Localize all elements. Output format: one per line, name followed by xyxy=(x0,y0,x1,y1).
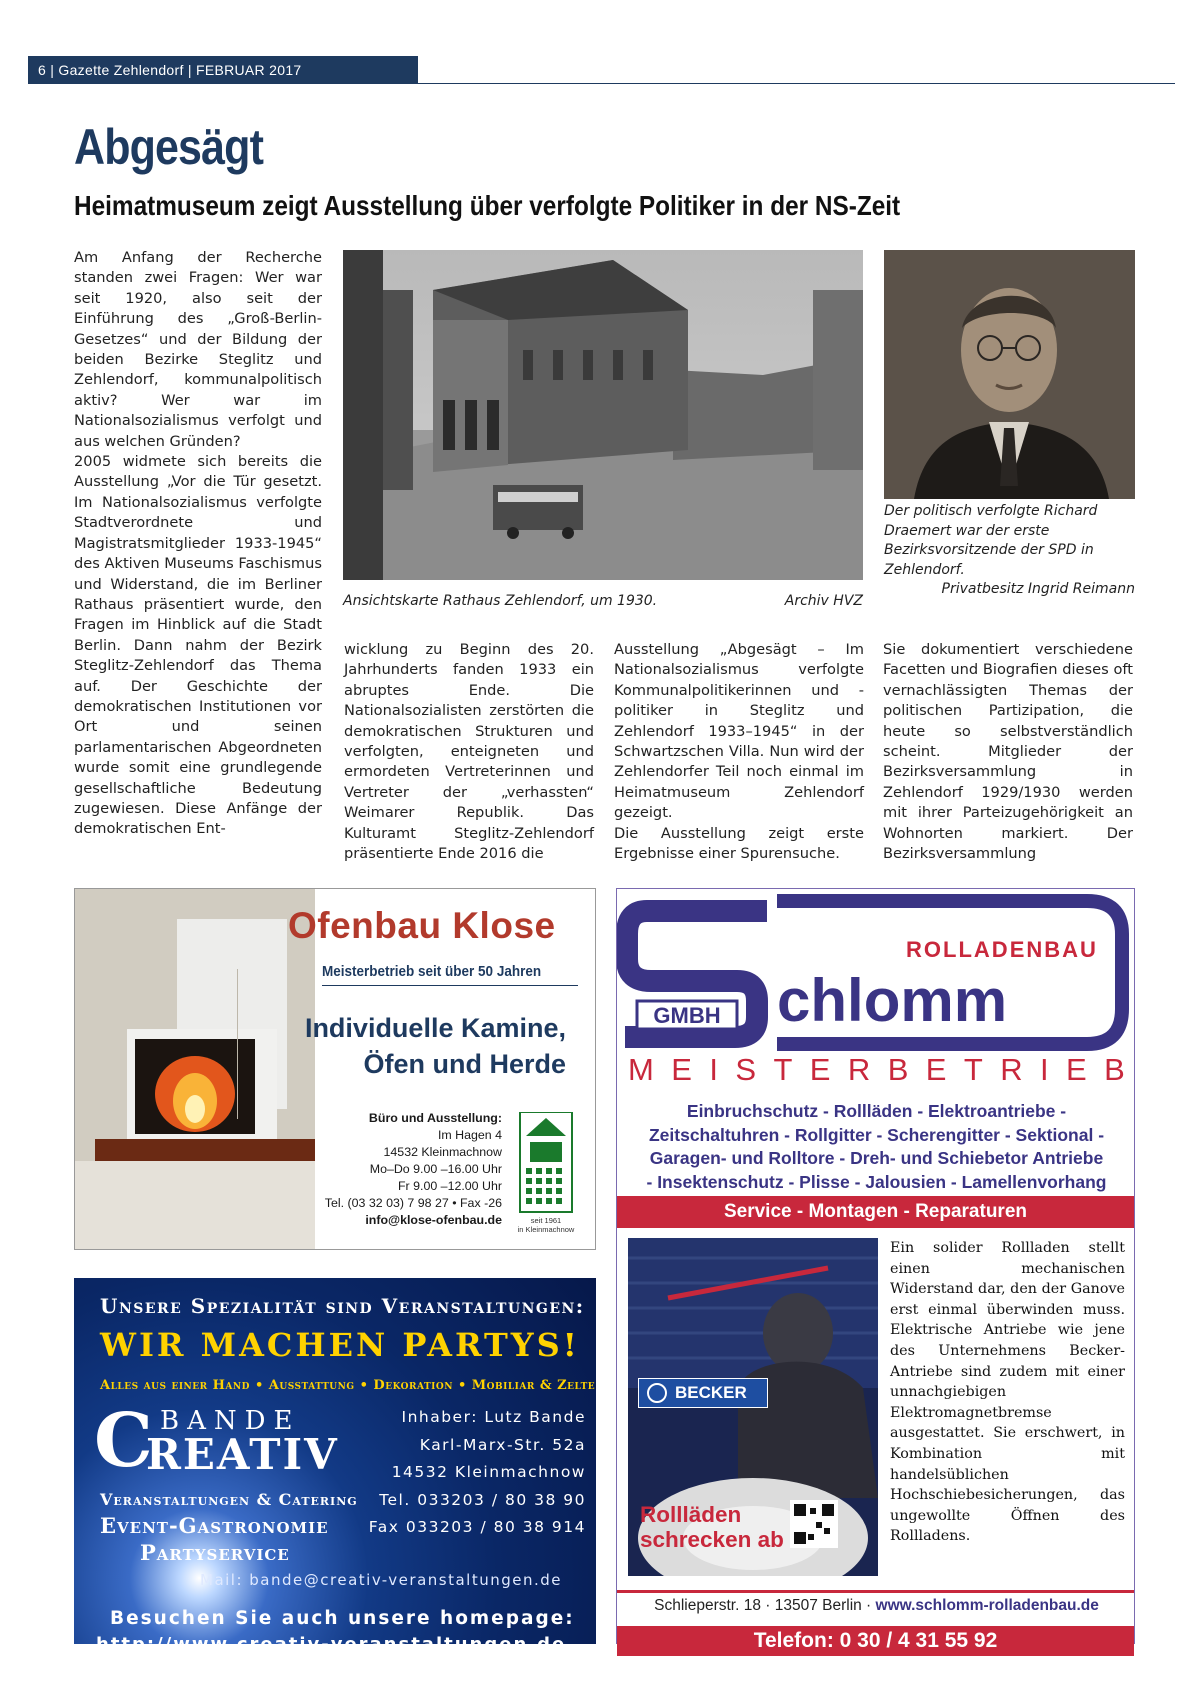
service-bar: Service - Montagen - Reparaturen xyxy=(617,1196,1134,1228)
creativ-logo-bande: BANDE xyxy=(160,1406,301,1436)
caption-text: Der politisch verfolgte Richard Draemert war der erste Bezirksvorsitzende der SPD in Zehlendorf. xyxy=(884,503,1098,578)
meisterbetrieb-letter: E xyxy=(1066,1052,1087,1087)
article-headline: Abgesägt xyxy=(74,119,264,175)
meisterbetrieb xyxy=(628,1052,1125,1088)
creativ-logo-name: REATIV xyxy=(146,1430,339,1479)
meisterbetrieb-letter: T xyxy=(963,1052,983,1087)
paragraph: Am Anfang der Recherche standen zwei Fragen: Wer war seit 1920, also seit der Einführung des „Groß-Berlin-Gesetzes“ und der Bildung der beiden Bezirke Steglitz und Zehlendorf, kommunalpolitisch aktiv? Wer war im Nationalsozialismus verfolgt und aus welchen Gründen? xyxy=(74,249,322,450)
badge-text: in Kleinmachnow xyxy=(517,1225,575,1234)
meisterbetrieb-letter: E xyxy=(671,1052,692,1087)
slogan-line: schrecken ab xyxy=(640,1527,784,1552)
schlomm-divider xyxy=(617,1590,1134,1593)
kleinmachnow-badge xyxy=(514,1112,578,1240)
rathaus-caption xyxy=(343,592,863,612)
badge-text: seit 1961 xyxy=(530,1216,562,1225)
article-column-4: Sie dokumentiert verschiedene Facetten und Biografien dieses oft vernachlässigten Themas der politischen Partizipation, die heute so selbstverständlich scheint. Mitglieder der Bezirksversammlung in Zehlendorf 1929/1930 werden mit ihrer Parteizugehörigkeit an Wohnorten markiert. Der Bezirksversammlung xyxy=(883,641,1133,863)
office-label: Büro und Ausstellung: xyxy=(368,1111,502,1125)
service-line: Zeitschaltuhren - Rollgitter - Scherengitter - Sektional - xyxy=(648,1124,1105,1145)
creativ-tagline: Alles aus einer Hand • Ausstattung • Dekoration • Mobiliar & Zelte xyxy=(100,1378,596,1393)
schlomm-description: Ein solider Rollladen stellt einen mechanischen Widerstand dar, den der Ganove erst einmal überwinden muss. Elektrische Antriebe wie jene des Unternehmens Becker-Antriebe sind zudem mit einer unnachgiebigen Elektromagnetbremse ausgestattet. Sie erschwert, in Kombination mit handelsüblichen Hochschiebesicherungen, das ungewollte Öffnen des Rollladens. xyxy=(890,1240,1125,1545)
creativ-url: http://www.creativ-veranstaltungen.de xyxy=(96,1634,567,1655)
service-line: Garagen- und Rolltore - Dreh- und Schiebetor Antriebe xyxy=(649,1148,1104,1168)
meisterbetrieb-letter: E xyxy=(809,1052,831,1087)
paragraph: 2005 widmete sich bereits die Ausstellung „Vor die Tür gesetzt. Im Nationalsozialismus verfolgte Stadtverordnete und Magistratsmitglieder 1933-1945“ des Aktiven Museums Faschismus und Widerstand, die im Berliner Rathaus präsentiert wurde, den Fragen im Hinblick auf die Stadt Berlin. Dann nahm der Bezirk Steglitz-Zehlendorf das Thema auf. Der Geschichte der demokratischen Institutionen vor Ort und seinen parlamentarischen Abgeordneten wurde somit eine grundlegende gesellschaftliche Bedeutung zugewiesen. Diese Anfänge der demokratischen Ent- xyxy=(74,453,322,838)
schlomm-phone: Telefon: 0 30 / 4 31 55 92 xyxy=(617,1626,1134,1656)
fax: Fax 033203 / 80 38 914 xyxy=(368,1518,586,1536)
owner: Inhaber: Lutz Bande xyxy=(401,1408,586,1426)
becker-icon xyxy=(647,1383,667,1403)
meisterbetrieb-letter: T xyxy=(773,1052,793,1087)
paragraph: Ausstellung „Abgesägt – Im Nationalsozialismus verfolgte Kommunalpolitikerinnen und -politiker in Steglitz und Zehlendorf 1933–1945“ in der Schwartzschen Villa. Nun wird der Zehlendorfer Teil noch einmal im Heimatmuseum Zehlendorf gezeigt. xyxy=(614,641,864,822)
service-line: - Insektenschutz - Plisse - Jalousien - Lamellenvorhang xyxy=(646,1171,1107,1192)
service-line: Einbruchschutz - Rollläden - Elektroantriebe - xyxy=(686,1101,1067,1121)
creativ-mail: Mail: bande@creativ-veranstaltungen.de xyxy=(200,1571,562,1589)
creativ-contact xyxy=(369,1404,586,1542)
creativ-services: Event-Gastronomie xyxy=(100,1513,329,1538)
article-subheadline: Heimatmuseum zeigt Ausstellung über verfolgte Politiker in der NS-Zeit xyxy=(74,190,901,221)
creativ-logo-c: C xyxy=(94,1398,153,1484)
meisterbetrieb-letter: R xyxy=(847,1052,871,1087)
meisterbetrieb-letter: M xyxy=(628,1052,654,1087)
rolllaeden-slogan xyxy=(640,1502,784,1552)
phone: Tel. 033203 / 80 38 90 xyxy=(379,1490,586,1509)
website-link[interactable]: www.schlomm-rolladenbau.de xyxy=(875,1597,1099,1614)
city: 14532 Kleinmachnow xyxy=(391,1463,586,1481)
portrait-caption xyxy=(884,502,1135,600)
photo-credit: Privatbesitz Ingrid Reimann xyxy=(941,581,1135,597)
becker-label: BECKER xyxy=(675,1383,747,1402)
creativ-topline: Unsere Spezialität sind Veranstaltungen: xyxy=(100,1294,585,1318)
meisterbetrieb-letter: S xyxy=(735,1052,757,1087)
meisterbetrieb-letter: B xyxy=(887,1052,909,1087)
paragraph: Die Ausstellung zeigt erste Ergebnisse einer Spurensuche. xyxy=(614,824,864,863)
draemert-portrait xyxy=(884,250,1135,499)
schlomm-name: chlomm xyxy=(777,967,1008,1034)
rolladenbau-label: ROLLADENBAU xyxy=(906,937,1098,962)
ofenbau-title: Ofenbau Klose xyxy=(288,905,556,946)
meisterbetrieb-letter: I xyxy=(709,1052,718,1087)
meisterbetrieb-letter: E xyxy=(925,1052,947,1087)
article-column-1 xyxy=(74,248,322,840)
slogan-line: Individuelle Kamine, xyxy=(304,1013,566,1043)
city: 14532 Kleinmachnow xyxy=(383,1145,502,1159)
schlomm-logo xyxy=(617,889,1135,1059)
phone: Tel. (03 32 03) 7 98 27 • Fax -26 xyxy=(324,1196,502,1210)
ofenbau-contact xyxy=(325,1110,502,1229)
gmbh-label: GMBH xyxy=(653,1003,721,1028)
meisterbetrieb-letter: I xyxy=(1040,1052,1049,1087)
creativ-visit: Besuchen Sie auch unsere homepage: xyxy=(110,1608,575,1629)
header-rule xyxy=(418,83,1175,84)
email: info@klose-ofenbau.de xyxy=(365,1213,502,1227)
meisterbetrieb-letter: R xyxy=(1000,1052,1023,1087)
photo-credit: Archiv HVZ xyxy=(784,593,863,609)
street: Im Hagen 4 xyxy=(437,1128,502,1142)
rathaus-photo xyxy=(343,250,863,580)
ofenbau-slogan xyxy=(305,1010,566,1082)
address-text: Schlieperstr. 18 · 13507 Berlin · xyxy=(654,1597,876,1614)
page-header: 6 | Gazette Zehlendorf | FEBRUAR 2017 xyxy=(28,56,418,84)
becker-logo xyxy=(638,1378,768,1408)
slogan-line: Öfen und Herde xyxy=(363,1049,566,1079)
slogan-line: Rollläden xyxy=(640,1502,742,1527)
hours: Mo–Do 9.00 –16.00 Uhr xyxy=(369,1162,502,1176)
article-column-3 xyxy=(614,640,864,864)
caption-text: Ansichtskarte Rathaus Zehlendorf, um 1930. xyxy=(343,593,658,609)
schlomm-services xyxy=(628,1100,1125,1194)
street: Karl-Marx-Str. 52a xyxy=(419,1435,586,1454)
ofenbau-divider xyxy=(322,985,578,986)
schlomm-address xyxy=(628,1597,1125,1615)
creativ-services: Veranstaltungen & Catering xyxy=(100,1490,358,1509)
creativ-headline: WIR MACHEN PARTYS! xyxy=(100,1326,580,1364)
meisterbetrieb-letter: B xyxy=(1104,1052,1125,1087)
ofenbau-subtitle: Meisterbetrieb seit über 50 Jahren xyxy=(322,963,542,980)
creativ-services: Partyservice xyxy=(140,1540,290,1565)
article-column-2: wicklung zu Beginn des 20. Jahrhunderts fanden 1933 ein abruptes Ende. Die Nationalsozialisten zerstörten die demokratischen Strukturen und verfolgten, enteigneten und ermordeten Vertreterinnen und Vertreter der „verhassten“ Weimarer Republik. Das Kulturamt Steglitz-Zehlendorf präsentierte Ende 2016 die xyxy=(344,641,594,863)
hours: Fr 9.00 –12.00 Uhr xyxy=(397,1179,502,1193)
